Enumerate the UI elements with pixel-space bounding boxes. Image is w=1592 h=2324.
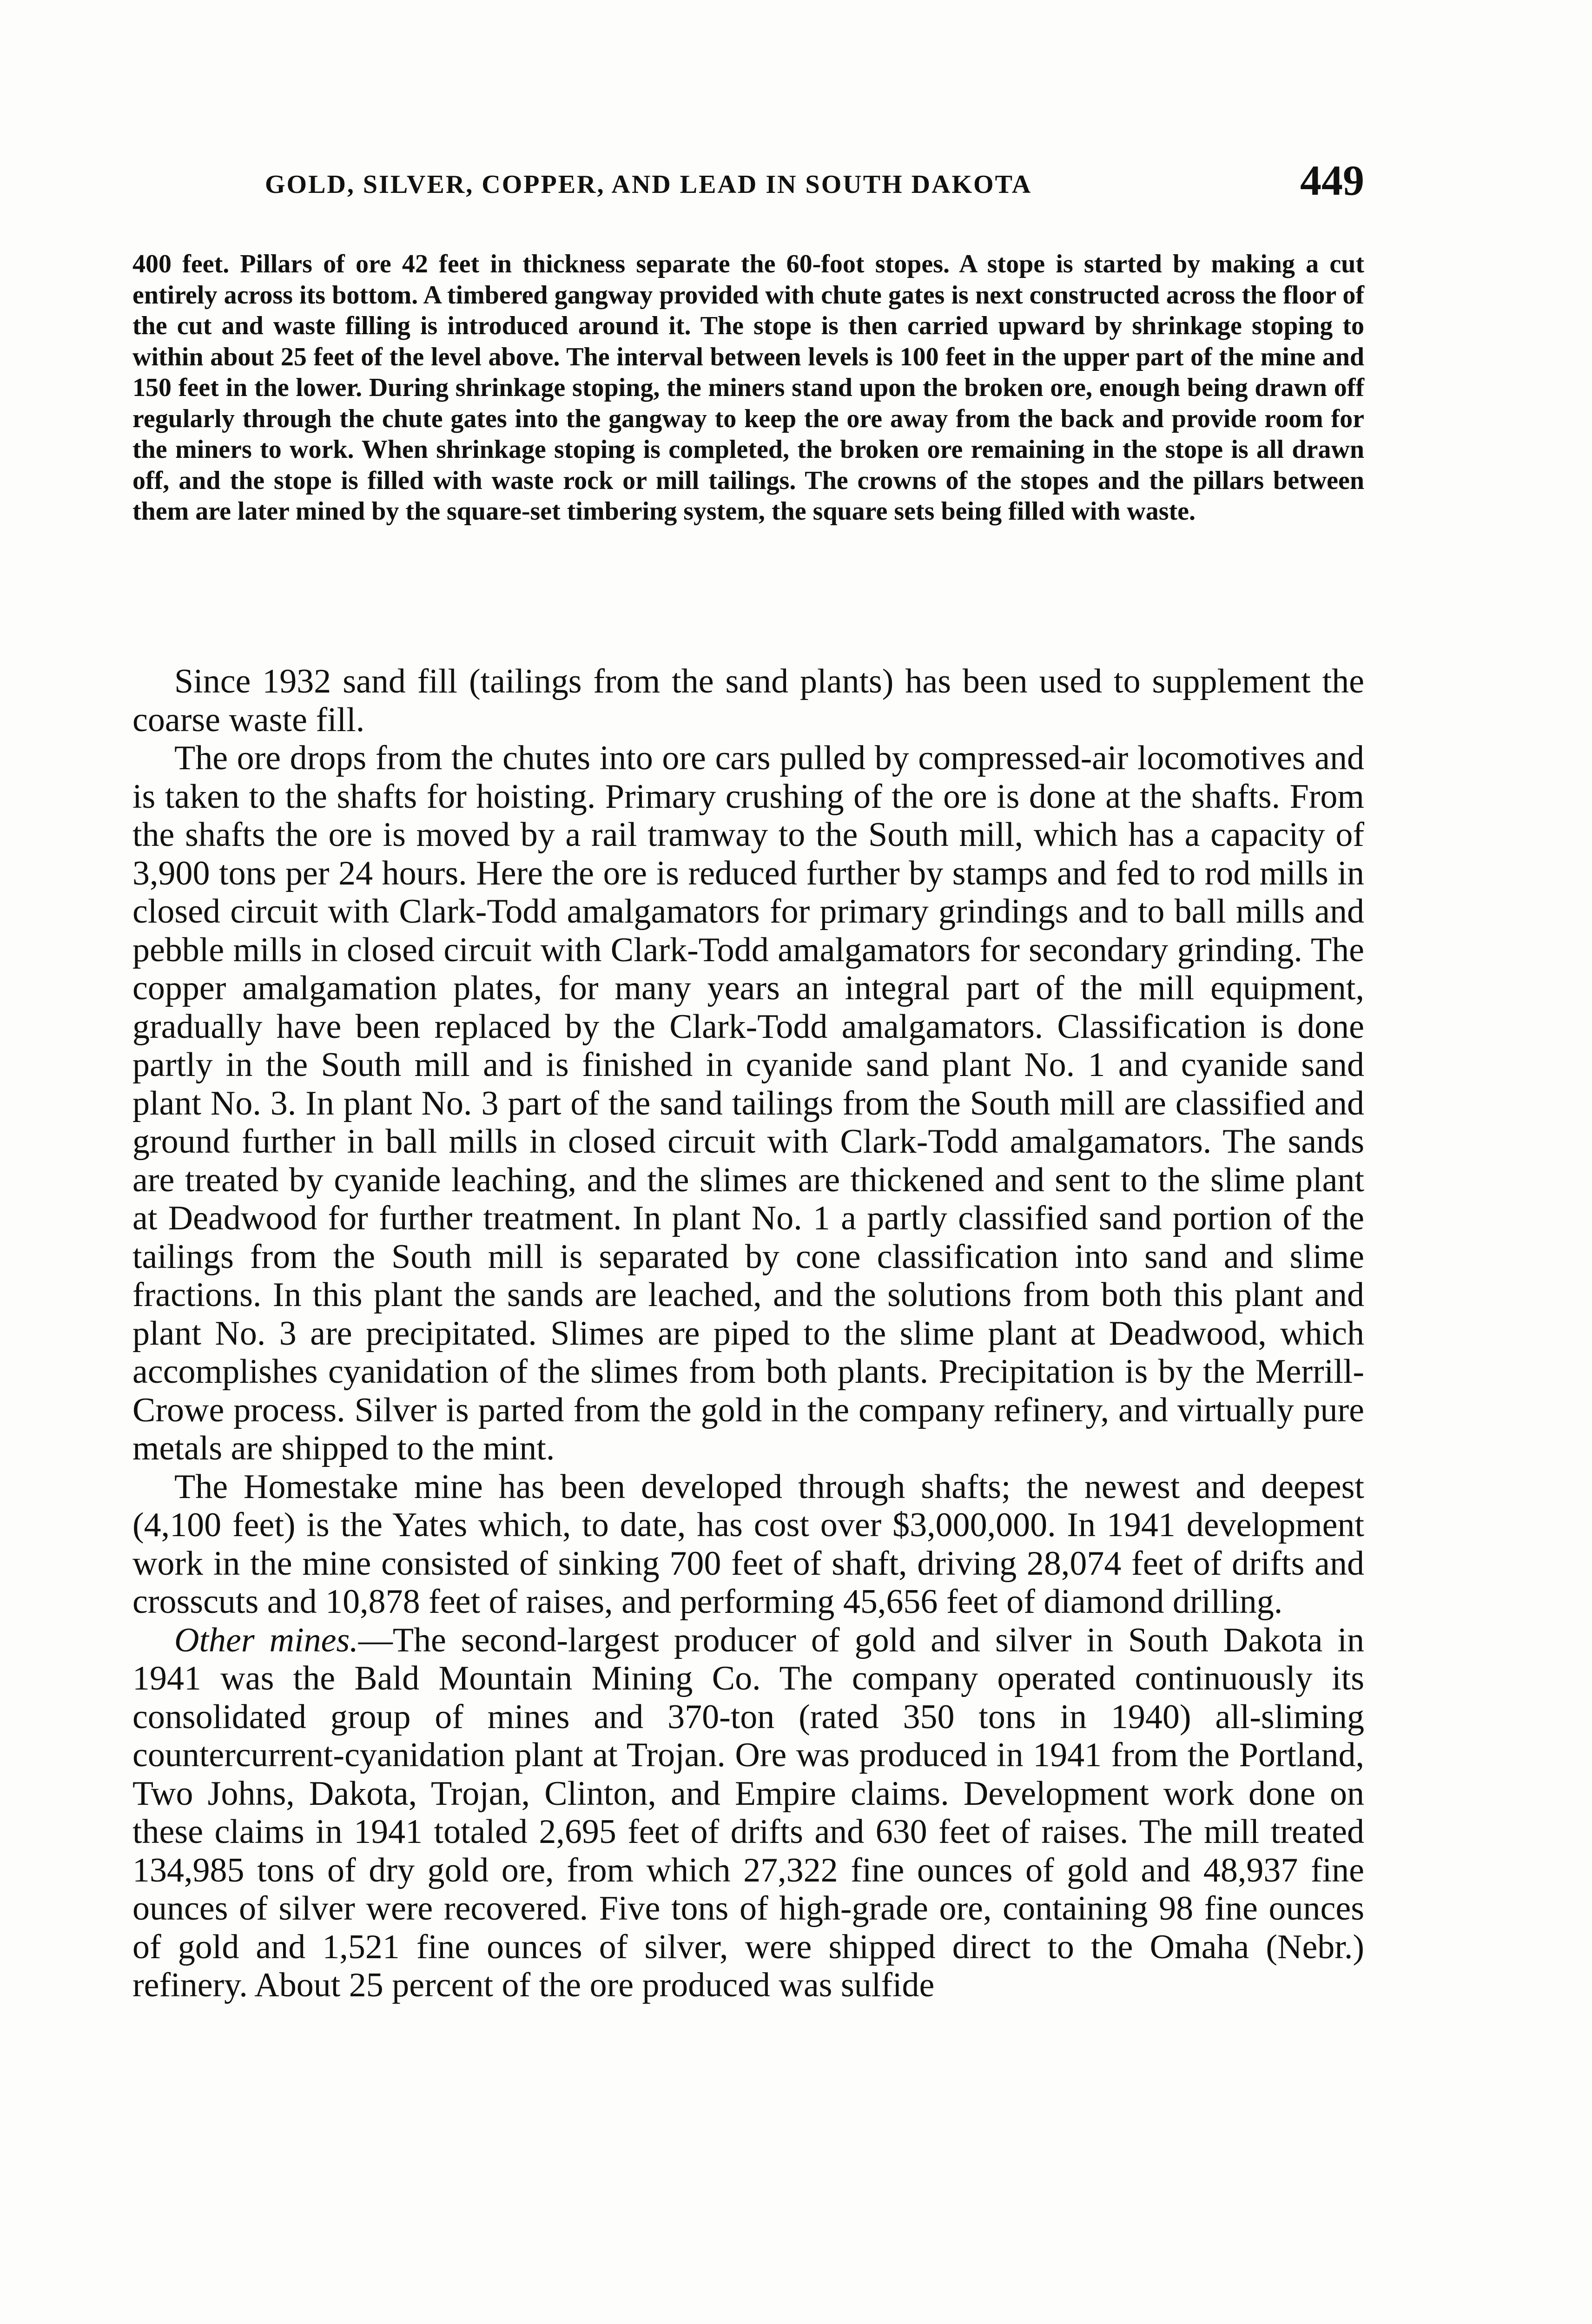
stoping-method-paragraph: 400 feet. Pillars of ore 42 feet in thickness separate the 60-foot stopes. A stope is started by making a cut entirely across its bottom. A timbered gangway provided with chute gates is next constructed across the floor of the cut and waste filling is introduced around it. The stope is then carried upward by shrinkage stoping to within about 25 feet of the level above. The interval between levels is 100 feet in the upper part of the mine and 150 feet in the lower. During shrinkage stoping, the miners stand upon the broken ore, enough being drawn off regularly through the chute gates into the gangway to keep the ore away from the back and provide room for the miners to work. When shrinkage stoping is completed, the broken ore remaining in the stope is all drawn off, and the stope is filled with waste rock or mill tailings. The crowns of the stopes and the pillars between them are later mined by the square-set timbering system, the square sets being filled with waste. [132,250,1364,526]
page-header [132,156,1364,207]
body-text [132,662,1364,2005]
other-mines-paragraph [132,1621,1364,2005]
sand-fill-paragraph: Since 1932 sand fill (tailings from the sand plants) has been used to supplement the coarse waste fill. [132,662,1364,739]
ore-processing-paragraph: The ore drops from the chutes into ore cars pulled by compressed-air locomotives and is taken to the shafts for hoisting. Primary crushing of the ore is done at the shafts. From the shafts the ore is moved by a rail tramway to the South mill, which has a capacity of 3,900 tons per 24 hours. Here the ore is reduced further by stamps and fed to rod mills in closed circuit with Clark-Todd amalgamators for primary grindings and to ball mills and pebble mills in closed circuit with Clark-Todd amalgamators for secondary grinding. The copper amalgamation plates, for many years an integral part of the mill equipment, gradually have been replaced by the Clark-Todd amalgamators. Classification is done partly in the South mill and is finished in cyanide sand plant No. 1 and cyanide sand plant No. 3. In plant No. 3 part of the sand tailings from the South mill are classified and ground further in ball mills in closed circuit with Clark-Todd amalgamators. The sands are treated by cyanide leaching, and the slimes are thickened and sent to the slime plant at Deadwood for further treatment. In plant No. 1 a partly classified sand portion of the tailings from the South mill is separated by cone classification into sand and slime fractions. In this plant the sands are leached, and the solutions from both this plant and plant No. 3 are precipitated. Slimes are piped to the slime plant at Deadwood, which accomplishes cyanidation of the slimes from both plants. Precipitation is by the Merrill-Crowe process. Silver is parted from the gold in the company refinery, and virtually pure metals are shipped to the mint. [132,739,1364,1467]
other-mines-lead: Other mines. [174,1621,358,1659]
other-mines-text: —The second-largest producer of gold and silver in South Dakota in 1941 was the Bald Mountain Mining Co. The company operated continuously its consolidated group of mines and 370-ton (rated 350 tons in 1940) all-sliming countercurrent-cyanidation plant at Trojan. Ore was produced in 1941 from the Portland, Two Johns, Dakota, Trojan, Clinton, and Empire claims. Development work done on these claims in 1941 totaled 2,695 feet of drifts and 630 feet of raises. The mill treated 134,985 tons of dry gold ore, from which 27,322 fine ounces of gold and 48,937 fine ounces of silver were recovered. Five tons of high-grade ore, containing 98 fine ounces of gold and 1,521 fine ounces of silver, were shipped direct to the Omaha (Nebr.) refinery. About 25 percent of the ore produced was sulfide [132,1621,1364,2004]
running-head: GOLD, SILVER, COPPER, AND LEAD IN SOUTH DAKOTA [265,170,1032,199]
homestake-development-paragraph: The Homestake mine has been developed through shafts; the newest and deepest (4,100 feet) is the Yates which, to date, has cost over $3,000,000. In 1941 development work in the mine consisted of sinking 700 feet of shaft, driving 28,074 feet of drifts and crosscuts and 10,878 feet of raises, and performing 45,656 feet of diamond drilling. [132,1467,1364,1621]
page-number: 449 [1300,157,1364,204]
